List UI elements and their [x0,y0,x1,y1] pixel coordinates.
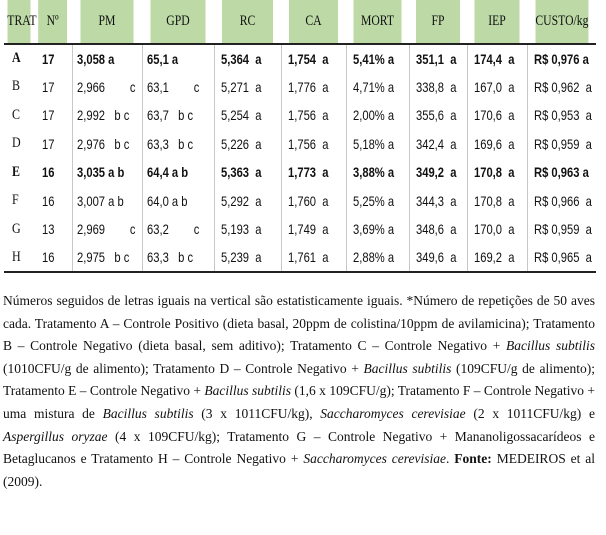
cell-mort-value: 5,41% a [352,50,394,67]
cell-trat [4,187,34,216]
cell-custo-value: R$ 0,966 a [533,192,592,209]
cell-gpd [142,158,214,187]
cell-trat [4,73,34,102]
cell-rc-value: 5,193 a [220,221,261,238]
cell-iep [467,244,527,273]
cell-fp [409,215,467,244]
cell-fp [409,130,467,159]
cell-fp [409,44,467,73]
cell-ca-value: 1,756 a [287,135,328,152]
cell-custo [527,187,596,216]
cell-iep-value: 170,0 a [473,221,514,238]
cell-pm [72,44,142,73]
table-row [4,101,596,130]
cell-pm [72,73,142,102]
note-species: Saccharomyces cerevisiae [303,451,446,467]
cell-custo [527,158,596,187]
cell-ca [281,44,346,73]
cell-n-value: 17 [42,50,55,67]
cell-trat [4,158,34,187]
cell-gpd-value: 63,3 b c [146,249,193,266]
cell-n [34,244,72,273]
cell-fp [409,73,467,102]
cell-iep-value: 170,8 a [473,164,514,181]
cell-rc [214,187,281,216]
cell-pm-value: 3,035 a b [76,164,124,181]
cell-mort-value: 2,88% a [352,249,394,266]
cell-mort-value: 5,18% a [352,135,394,152]
cell-ca [281,101,346,130]
note-text: (1,6 x 109CFU/g); Tratamento F – Controle Negativo + uma mistura de [3,383,595,421]
note-species: Saccharomyces cerevisiae [320,405,466,421]
cell-ca-value: 1,776 a [287,78,328,95]
table-row [4,187,596,216]
cell-custo [527,130,596,159]
table-row [4,158,596,187]
cell-pm-value: 2,975 b c [76,249,129,266]
cell-gpd-value: 63,7 b c [146,107,193,124]
cell-pm-value: 2,992 b c [76,107,129,124]
note-species: Bacillus subtilis [102,405,194,421]
cell-rc-value: 5,254 a [220,107,261,124]
cell-mort [346,101,409,130]
cell-mort [346,244,409,273]
cell-ca-value: 1,756 a [287,107,328,124]
note-text: Números seguidos de letras iguais na vertical são estatisticamente iguais. *Número de repetições de 50 aves cada. Tratamento A – Controle Positivo (dieta basal, 20ppm de colistina/10ppm de avilamicina); Tratamento B – Controle Negativo (dieta basal, sem aditivo); Tratamento C – Controle Negativo + [3,293,595,354]
cell-iep [467,44,527,73]
cell-iep-value: 169,2 a [473,249,514,266]
cell-iep [467,101,527,130]
table-footnote [3,290,595,493]
cell-rc [214,215,281,244]
cell-n-value: 13 [42,221,55,238]
cell-custo [527,73,596,102]
cell-ca [281,130,346,159]
cell-fp-value: 342,4 a [415,135,456,152]
cell-trat-value: G [12,220,21,237]
header-iep: IEP [474,0,521,44]
cell-iep-value: 174,4 a [473,50,514,67]
cell-n [34,187,72,216]
cell-fp-value: 349,2 a [415,164,456,181]
cell-gpd [142,187,214,216]
cell-rc [214,244,281,273]
cell-trat-value: F [12,192,19,209]
cell-mort [346,187,409,216]
cell-n-value: 17 [42,135,55,152]
cell-n-value: 16 [42,249,55,266]
cell-iep-value: 167,0 a [473,78,514,95]
cell-trat [4,44,34,73]
cell-ca [281,244,346,273]
table-row [4,130,596,159]
cell-n [34,44,72,73]
cell-gpd-value: 63,1 c [146,78,199,95]
note-text: (109CFU/g de alimento); Tratamento E – Controle Negativo + [3,360,595,399]
cell-mort-value: 2,00% a [352,107,394,124]
note-species: Aspergillus oryzae [3,428,108,444]
cell-trat-value: C [12,106,21,123]
cell-pm-value: 2,966 c [76,78,136,95]
cell-fp-value: 355,6 a [415,107,456,124]
header-n: Nº [38,0,68,44]
cell-ca [281,73,346,102]
cell-iep [467,215,527,244]
cell-trat-value: E [12,163,21,180]
note-species: Bacillus subtilis [363,360,452,376]
cell-ca-value: 1,773 a [287,164,328,181]
header-trat: TRAT [7,0,30,44]
table-row [4,44,596,73]
header-mort: MORT [353,0,402,44]
cell-iep [467,73,527,102]
cell-ca [281,215,346,244]
cell-pm-value: 2,976 b c [76,135,129,152]
cell-ca-value: 1,760 a [287,192,328,209]
cell-ca [281,187,346,216]
cell-rc [214,130,281,159]
cell-custo-value: R$ 0,959 a [533,221,592,238]
cell-mort-value: 5,25% a [352,192,394,209]
cell-gpd-value: 63,3 b c [146,135,193,152]
cell-n-value: 16 [42,164,55,181]
cell-mort [346,130,409,159]
cell-iep [467,158,527,187]
note-species: Bacillus subtilis [204,383,292,399]
cell-n [34,73,72,102]
cell-gpd [142,73,214,102]
cell-custo-value: R$ 0,965 a [533,249,592,266]
cell-gpd-value: 65,1 a [146,50,178,67]
cell-pm-value: 3,007 a b [76,192,124,209]
cell-custo-value: R$ 0,962 a [533,78,592,95]
cell-custo-value: R$ 0,976 a [533,50,589,67]
cell-fp-value: 348,6 a [415,221,456,238]
cell-gpd-value: 64,4 a b [146,164,188,181]
cell-rc-value: 5,292 a [220,192,261,209]
cell-fp-value: 338,8 a [415,78,456,95]
cell-fp-value: 344,3 a [415,192,456,209]
cell-rc [214,158,281,187]
cell-pm-value: 2,969 c [76,221,136,238]
cell-mort-value: 3,69% a [352,221,394,238]
cell-rc-value: 5,271 a [220,78,261,95]
cell-pm [72,244,142,273]
cell-trat [4,215,34,244]
header-fp: FP [415,0,460,44]
cell-gpd [142,44,214,73]
cell-pm [72,130,142,159]
cell-gpd [142,130,214,159]
header-custo: CUSTO/kg [535,0,589,44]
cell-trat [4,101,34,130]
cell-custo [527,244,596,273]
note-species: Bacillus subtilis [506,338,595,354]
cell-pm [72,158,142,187]
cell-n [34,215,72,244]
cell-custo [527,101,596,130]
cell-mort-value: 3,88% a [352,164,394,181]
cell-trat-value: H [12,248,21,265]
cell-trat [4,244,34,273]
table-row [4,215,596,244]
cell-custo [527,215,596,244]
cell-gpd [142,215,214,244]
note-text: MEDEIROS et al (2009). [3,451,596,489]
note-text: . [445,451,455,467]
note-source-label: Fonte: [454,451,492,467]
header-gpd: GPD [150,0,206,44]
table-body [4,44,596,272]
cell-pm [72,187,142,216]
cell-mort [346,158,409,187]
cell-fp-value: 351,1 a [415,50,456,67]
note-text: (4 x 109CFU/kg); Tratamento G – Controle Negativo + Mananoligossacarídeos e Betaglucanos e Tratamento H – Controle Negativo + [3,428,595,467]
cell-ca-value: 1,754 a [287,50,328,67]
cell-trat [4,130,34,159]
table-row [4,244,596,273]
cell-rc-value: 5,239 a [220,249,261,266]
cell-rc [214,101,281,130]
cell-custo-value: R$ 0,953 a [533,107,592,124]
cell-fp [409,101,467,130]
cell-n [34,130,72,159]
header-ca: CA [288,0,339,44]
cell-gpd [142,101,214,130]
cell-mort [346,44,409,73]
cell-pm [72,215,142,244]
cell-gpd-value: 63,2 c [146,221,199,238]
cell-ca-value: 1,749 a [287,221,328,238]
note-text: (2 x 1011CFU/kg) e [465,405,595,421]
cell-iep-value: 169,6 a [473,135,514,152]
cell-fp-value: 349,6 a [415,249,456,266]
cell-custo [527,44,596,73]
cell-n-value: 17 [42,107,55,124]
cell-mort-value: 4,71% a [352,78,394,95]
cell-custo-value: R$ 0,963 a [533,164,589,181]
cell-iep [467,130,527,159]
cell-custo-value: R$ 0,959 a [533,135,592,152]
cell-iep-value: 170,8 a [473,192,514,209]
cell-rc [214,73,281,102]
cell-rc-value: 5,363 a [220,164,261,181]
table-row [4,73,596,102]
cell-ca-value: 1,761 a [287,249,328,266]
results-table [4,0,596,273]
cell-mort [346,73,409,102]
cell-rc [214,44,281,73]
cell-trat-value: B [12,78,21,95]
cell-n [34,101,72,130]
cell-n-value: 16 [42,192,55,209]
note-text: (1010CFU/g de alimento); Tratamento D – Controle Negativo + [3,360,364,376]
cell-fp [409,158,467,187]
cell-rc-value: 5,226 a [220,135,261,152]
cell-gpd-value: 64,0 a b [146,192,187,209]
cell-iep-value: 170,6 a [473,107,514,124]
cell-fp [409,244,467,273]
header-row [4,0,596,44]
cell-trat-value: A [12,50,21,67]
header-rc: RC [221,0,273,44]
cell-mort [346,215,409,244]
note-text: (3 x 1011CFU/kg), [193,405,321,421]
cell-pm [72,101,142,130]
cell-pm-value: 3,058 a [76,50,114,67]
cell-trat-value: D [12,135,21,152]
header-pm: PM [80,0,135,44]
cell-fp [409,187,467,216]
cell-rc-value: 5,364 a [220,50,261,67]
cell-gpd [142,244,214,273]
cell-iep [467,187,527,216]
cell-n [34,158,72,187]
cell-n-value: 17 [42,78,55,95]
cell-ca [281,158,346,187]
